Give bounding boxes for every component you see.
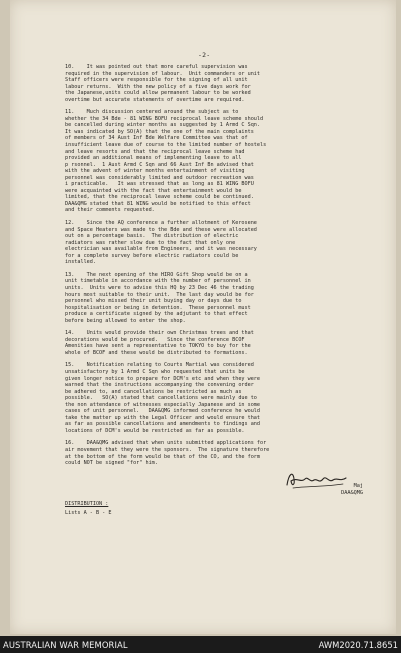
distribution-heading: DISTRIBUTION :	[65, 500, 109, 507]
archive-footer	[0, 636, 401, 653]
paragraph-16: 16. DAA&QMG advised that when units submitted applications for air movement that they were the sponsors. The signature therefore at the bottom of the form would be that of the CO, and the form could NOT be signed "for" him.	[65, 440, 270, 467]
signature-meta	[341, 483, 363, 497]
distribution-lists: Lists A - B - E	[65, 510, 112, 517]
paragraph-10: 10. It was pointed out that more careful supervision was required in the supervision of labour. Unit commanders or unit Staff officers were responsible for the signing of all unit labour returns. With the new policy of a five days work for the Japanese,units could allow permanent labour to be worked overtime but accurate statements of overtime are required.	[65, 64, 260, 103]
paragraph-13: 13. The next opening of the HIRO Gift Shop would be on a unit timetable in accordance with the number of personnel in units. Units were to advise this HQ by 23 Dec 46 the trading hours most suitable to their unit. The last day would be for personnel who missed their unit buying day or days due to hospitalisation or being in detention. These personnel must produce a certificate signed by the adjutant to that effect before being allowed to enter the shop.	[65, 271, 254, 324]
page-number: -2-	[198, 51, 211, 59]
archive-reference: AWM2020.71.8651	[318, 640, 398, 650]
signature-rank: Maj	[353, 482, 363, 489]
signature-block	[65, 473, 363, 501]
signature-title: DAA&QMG	[341, 489, 363, 496]
document-body	[65, 64, 363, 517]
paragraph-14: 14. Units would provide their own Christmas trees and that decorations would be procured. Since the conference BCOF Amenities have sent a representative to TOKYO to buy for the whole of BCOF and these would be distributed to formations.	[65, 330, 254, 356]
paragraph-12: 12. Since the AQ conference a further allotment of Kerosene and Space Heaters was made to the Bde and these were allocated out on a percentage basis. The distribution of electric radiators was rather slow due to the fact that only one electrician was available from Engineers, and it was necessary for a complete survey before electric radiators could be installed.	[65, 220, 257, 266]
distribution-block	[65, 501, 363, 517]
archive-name: AUSTRALIAN WAR MEMORIAL	[3, 640, 128, 650]
paragraph-11: 11. Much discussion centered around the subject as to whether the 34 Bde - 81 WING BOFU reciprocal leave scheme should be cancelled during winter months as suggested by 1 Armd C Sqn. It was indicated by SO(A) that the one of the main complaints of members of 34 Aust Inf Bde Welfare Committee was that of insufficient leave due of course to the limited number of hostels and leave resorts and that the reciprocal leave scheme had provided an additional means of implementing leave to all p rsonnel. 1 Aust Armd C Sqn and 66 Aust Inf Bn advised that with the advent of winter months entertainment of visiting personnel was considerably limited and outdoor recreation was i practicable. It was stressed that as long as 81 WING BOFU were acquainted with the fact that entertainment would be limited, that the reciprocal leave scheme could be continued. DAA&QMG stated that 81 WING would be notified to this effect and their comments requested.	[65, 109, 267, 214]
paragraph-15: 15. Notification relating to Courts Martial was considered unsatisfactory by 1 Armd C Sqn who requested that units be given longer notice to prepare for DCM's etc and when they were warned that the instructions accompanying the convening order be adhered to, and cancellations be restricted as much as possible. SO(A) stated that cancellations were mainly due to the non attendance of witnesses especially Japanese and in some cases of unit personnel. DAA&QMG informed conference he would take the matter up with the Legal Officer and would ensure that as far as possible cancellations and amendments to findings and locations of DCM's would be restricted as far as possible.	[65, 362, 260, 434]
